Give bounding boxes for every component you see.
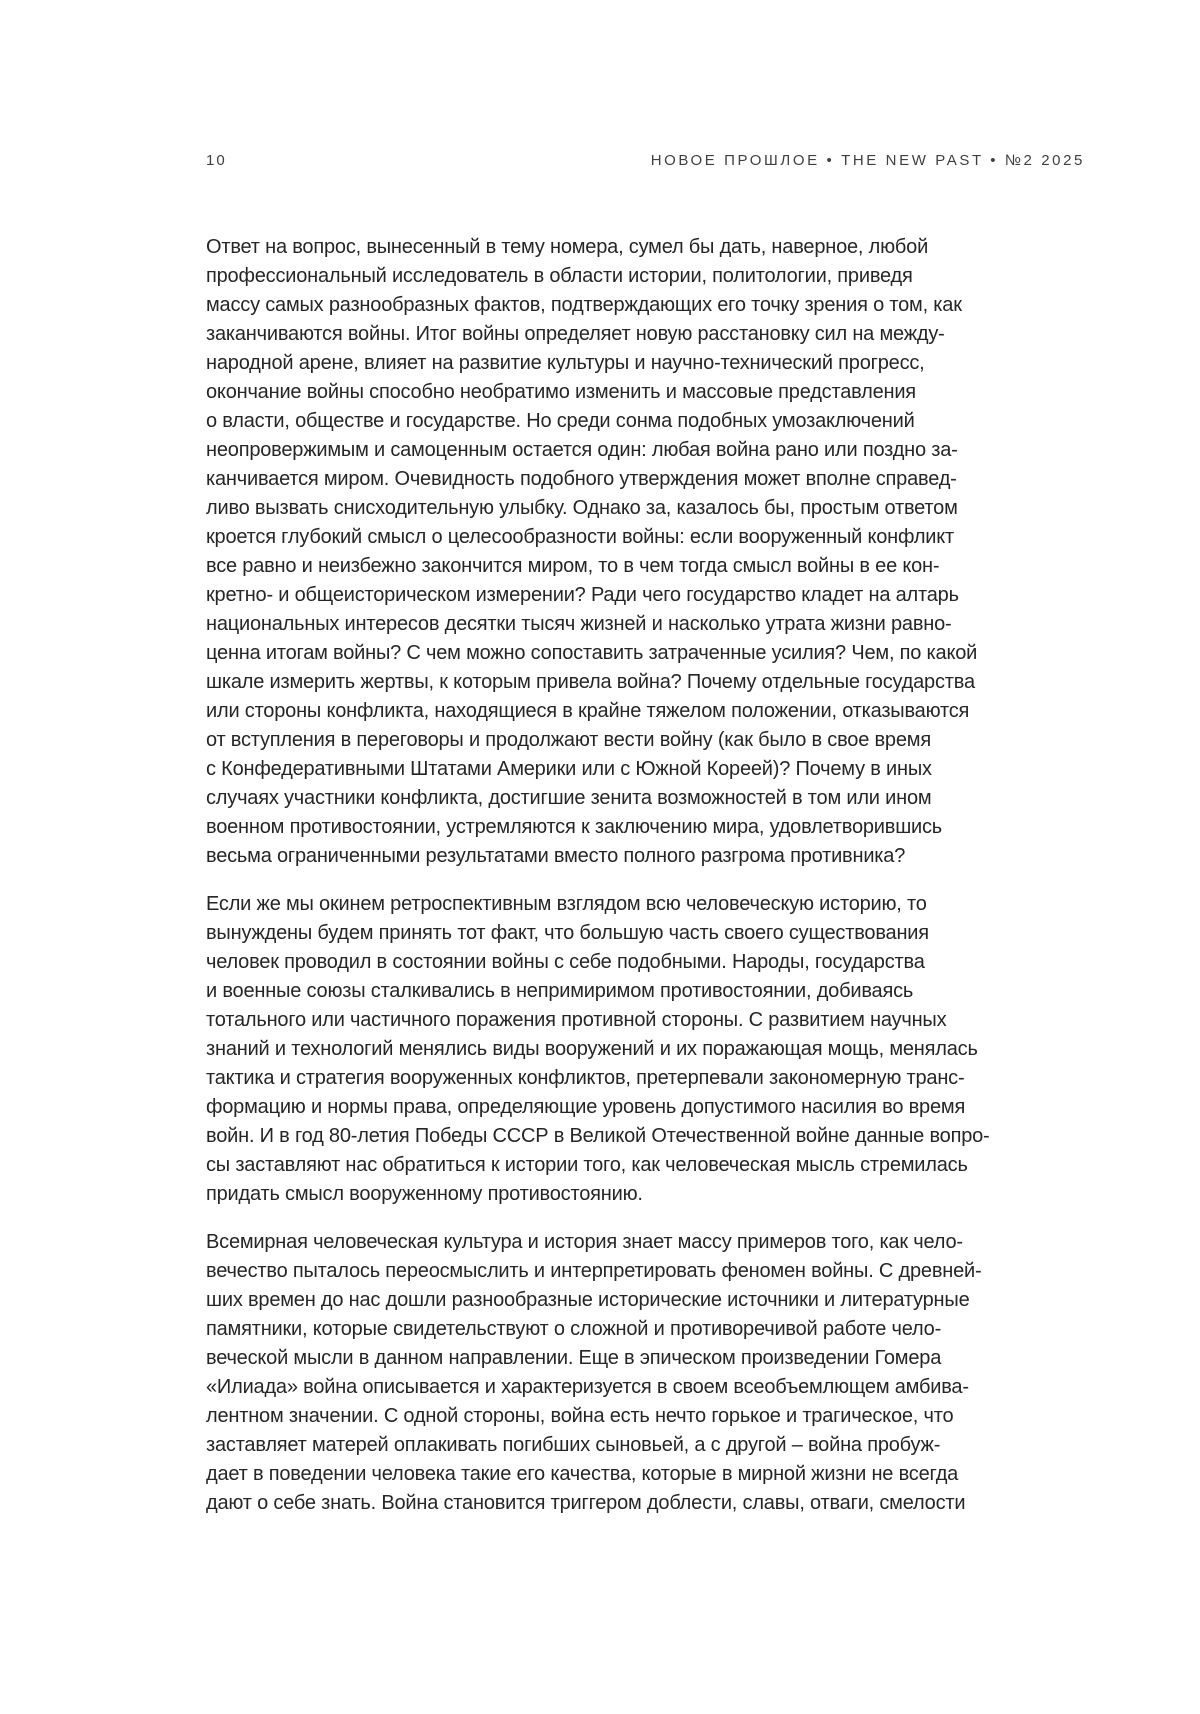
running-title: НОВОЕ ПРОШЛОЕ • THE NEW PAST • №2 2025 <box>650 152 1085 169</box>
paragraph-3: Всемирная человеческая культура и история знает массу примеров того, как чело- вечество пыталось переосмыслить и интерпретировать феномен войны. С древней- ших времен до нас дошли разнообразные исторические источники и литературные памятники, которые свидетельствуют о сложной и противоречивой работе чело- веческой мысли в данном направлении. Еще в эпическом произведении Гомера «Илиада» война описывается и характеризуется в своем всеобъемлющем амбива- лентном значении. С одной стороны, война есть нечто горькое и трагическое, что заставляет матерей оплакивать погибших сыновьей, а с другой – война пробуж- дает в поведении человека такие его качества, которые в мирной жизни не всегда дают о себе знать. Война становится триггером доблести, славы, отваги, смелости <box>206 1231 982 1514</box>
article-body <box>206 233 1051 1537</box>
page-number: 10 <box>206 152 227 169</box>
page-header <box>206 152 1085 169</box>
paragraph-2: Если же мы окинем ретроспективным взглядом всю человеческую историю, то вынуждены будем принять тот факт, что большую часть своего существования человек проводил в состоянии войны с себе подобными. Народы, государства и военные союзы сталкивались в непримиримом противостоянии, добиваясь тотального или частичного поражения противной стороны. С развитием научных знаний и технологий менялись виды вооружений и их поражающая мощь, менялась тактика и стратегия вооруженных конфликтов, претерпевали закономерную транс- формацию и нормы права, определяющие уровень допустимого насилия во время войн. И в год 80-летия Победы СССР в Великой Отечественной войне данные вопро- сы заставляют нас обратиться к истории того, как человеческая мысль стремилась придать смысл вооруженному противостоянию. <box>206 893 990 1205</box>
paragraph-1: Ответ на вопрос, вынесенный в тему номера, сумел бы дать, наверное, любой профессиональный исследователь в области истории, политологии, приведя массу самых разнообразных фактов, подтверждающих его точку зрения о том, как заканчиваются войны. Итог войны определяет новую расстановку сил на между- народной арене, влияет на развитие культуры и научно-технический прогресс, окончание войны способно необратимо изменить и массовые представления о власти, обществе и государстве. Но среди сонма подобных умозаключений неопровержимым и самоценным остается один: любая война рано или поздно за- канчивается миром. Очевидность подобного утверждения может вполне справед- ливо вызвать снисходительную улыбку. Однако за, казалось бы, простым ответом кроется глубокий смысл о целесообразности войны: если вооруженный конфликт все равно и неизбежно закончится миром, то в чем тогда смысл войны в ее кон- кретно- и общеисторическом измерении? Ради чего государство кладет на алтарь национальных интересов десятки тысяч жизней и насколько утрата жизни равно- ценна итогам войны? С чем можно сопоставить затраченные усилия? Чем, по какой шкале измерить жертвы, к которым привела война? Почему отдельные государства или стороны конфликта, находящиеся в крайне тяжелом положении, отказываются от вступления в переговоры и продолжают вести войну (как было в свое время с Конфедеративными Штатами Америки или с Южной Кореей)? Почему в иных случаях участники конфликта, достигшие зенита возможностей в том или ином военном противостоянии, устремляются к заключению мира, удовлетворившись весьма ограниченными результатами вместо полного разгрома противника? <box>206 236 978 867</box>
